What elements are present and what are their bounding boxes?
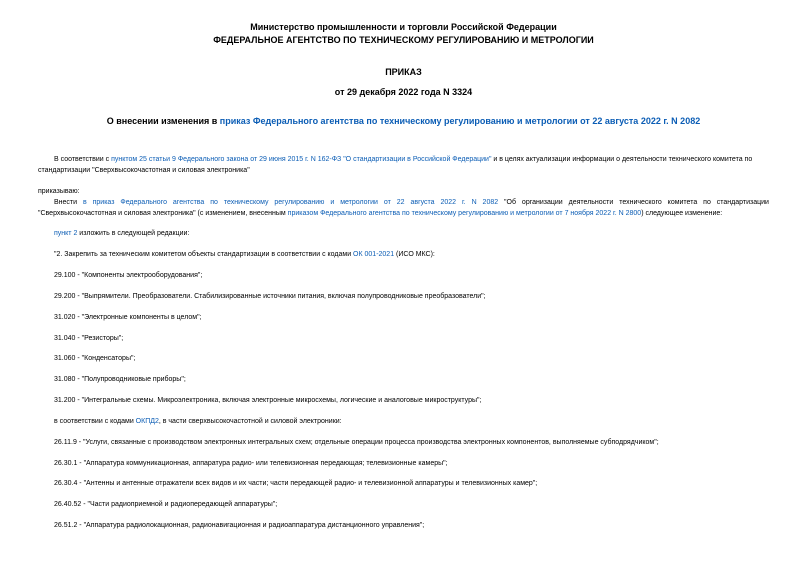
okpd-text: в соответствии с кодами bbox=[54, 418, 136, 425]
order-link[interactable]: регулированию bbox=[274, 199, 325, 206]
item-2-link[interactable]: пункт 2 bbox=[54, 230, 78, 237]
clause-text: (ИСО МКС): bbox=[394, 251, 435, 258]
code-item: 31.020 - "Электронные компоненты в целом"; bbox=[54, 314, 202, 321]
okpd-code-item: 26.30.1 - "Аппаратура коммуникационная, аппаратура радио- или телевизионная передающая; телевизионные камеры"; bbox=[54, 460, 448, 467]
order-link[interactable]: 2022 bbox=[440, 199, 457, 206]
item-intro-text: изложить в следующей редакции: bbox=[77, 230, 190, 237]
okpd-text: , в части сверхвысокочастотной и силовой электроники: bbox=[158, 418, 342, 425]
code-item: 31.060 - "Конденсаторы"; bbox=[54, 355, 136, 362]
okpd-code-item: 26.40.52 - "Части радиоприемной и радиопередающей аппаратуры"; bbox=[54, 501, 278, 508]
order-text: организации bbox=[521, 199, 563, 206]
order-text: деятельности bbox=[568, 199, 614, 206]
amending-order-link[interactable]: приказом Федерального агентства по техническому регулированию и метрологии от 7 ноября 2022 г. N 2800 bbox=[287, 210, 642, 217]
order-text: "Сверхвысокочастотная и силовая электроника" bbox=[38, 210, 196, 217]
order-text: комитета bbox=[667, 199, 698, 206]
ok-001-2021-link[interactable]: ОК 001-2021 bbox=[353, 251, 395, 258]
order-text: (с изменением, внесенным bbox=[195, 210, 288, 217]
order-text: "Об bbox=[504, 199, 516, 206]
title-prefix: О внесении изменения в bbox=[106, 116, 220, 126]
title-order-link[interactable]: приказ Федерального агентства по техническому регулированию и метрологии от 22 августа 2022 г. N 2082 bbox=[219, 116, 701, 126]
order-link[interactable]: 2082 bbox=[482, 199, 499, 206]
order-link[interactable]: Федерального bbox=[120, 199, 167, 206]
ministry-name: Министерство промышленности и торговли Российской Федерации bbox=[250, 22, 557, 32]
preamble-line-1 bbox=[54, 155, 752, 165]
okpd-code-item: 26.11.9 - "Услуги, связанные с производством электронных интегральных схем; отдельные операции процесса производства электронных компонентов, выполняемые субподрядчиком"; bbox=[54, 439, 659, 446]
okpd-intro bbox=[54, 417, 342, 427]
order-word: приказываю: bbox=[38, 188, 80, 195]
document-type: ПРИКАЗ bbox=[385, 67, 422, 77]
code-item: 31.080 - "Полупроводниковые приборы"; bbox=[54, 376, 186, 383]
order-link[interactable]: N bbox=[471, 199, 477, 206]
document-date-number: от 29 декабря 2022 года N 3324 bbox=[334, 87, 473, 97]
order-text: технического bbox=[619, 199, 662, 206]
preamble-line-2: стандартизации "Сверхвысокочастотная и силовая электроника" bbox=[38, 167, 250, 174]
federal-law-link[interactable]: пунктом 25 статьи 9 Федерального закона от 29 июня 2015 г. N 162-ФЗ "О стандартизации в Российской Федерации" bbox=[111, 156, 492, 163]
code-item: 31.200 - "Интегральные схемы. Микроэлектроника, включая электронные микросхемы, логические и аналоговые микроструктуры"; bbox=[54, 397, 482, 404]
order-link[interactable]: августа bbox=[410, 199, 435, 206]
item-intro bbox=[54, 229, 189, 239]
order-line-1 bbox=[54, 198, 769, 208]
order-link[interactable]: по bbox=[210, 199, 218, 206]
okpd2-link[interactable]: ОКПД2 bbox=[135, 418, 159, 425]
order-text: ) следующее изменение: bbox=[641, 210, 723, 217]
document-title bbox=[0, 116, 807, 126]
order-link[interactable]: техническому bbox=[223, 199, 269, 206]
okpd-code-item: 26.30.4 - "Антенны и антенные отражатели всех видов и их части; части передающей радио- и телевизионной аппаратуры и телевизионных камер"; bbox=[54, 480, 538, 487]
order-link[interactable]: приказ bbox=[92, 199, 115, 206]
order-link[interactable]: 22 bbox=[396, 199, 405, 206]
order-link[interactable]: метрологии bbox=[340, 199, 378, 206]
agency-name: ФЕДЕРАЛЬНОЕ АГЕНТСТВО ПО ТЕХНИЧЕСКОМУ РЕГУЛИРОВАНИЮ И МЕТРОЛОГИИ bbox=[213, 35, 594, 45]
order-link[interactable]: г. bbox=[461, 199, 466, 206]
order-line-2 bbox=[38, 209, 722, 219]
code-item: 29.200 - "Выпрямители. Преобразователи. Стабилизированные источники питания, включая полупроводниковые преобразователи"; bbox=[54, 293, 486, 300]
code-item: 31.040 - "Резисторы"; bbox=[54, 335, 124, 342]
order-text: стандартизации bbox=[716, 199, 769, 206]
order-text: по bbox=[703, 199, 711, 206]
code-item: 29.100 - "Компоненты электрооборудования"; bbox=[54, 272, 203, 279]
preamble-text: В соответствии с bbox=[54, 156, 112, 163]
okpd-code-item: 26.51.2 - "Аппаратура радиолокационная, радионавигационная и радиоаппаратура дистанционного управления"; bbox=[54, 522, 425, 529]
order-text: Внести bbox=[54, 199, 78, 206]
order-link[interactable]: в bbox=[82, 199, 87, 206]
clause-text: "2. Закрепить за техническим комитетом объекты стандартизации в соответствии с кодами bbox=[54, 251, 354, 258]
order-link[interactable]: от bbox=[383, 199, 391, 206]
order-link[interactable]: и bbox=[330, 199, 335, 206]
preamble-text: и в целях актуализации информации о деятельности технического комитета по bbox=[491, 156, 753, 163]
clause-2 bbox=[54, 250, 435, 260]
order-link[interactable]: агентства bbox=[172, 199, 205, 206]
